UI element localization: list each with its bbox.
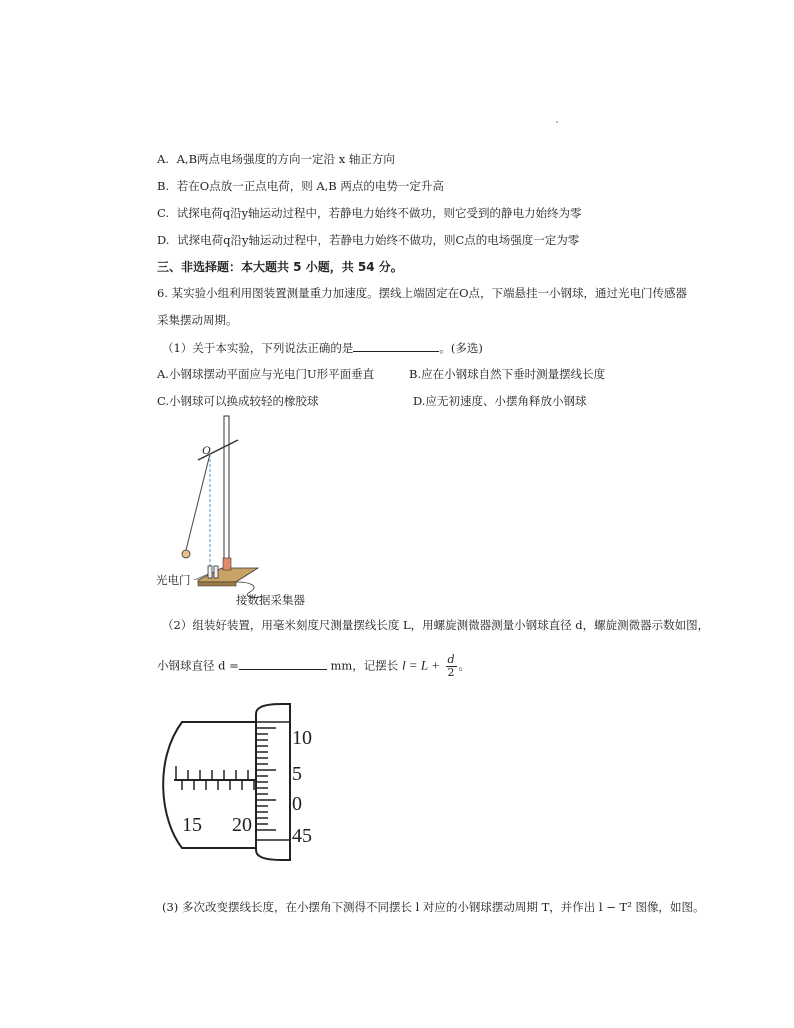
q6-part1-suffix: 。(多选) — [439, 341, 483, 355]
option-d-label: D. — [157, 233, 170, 247]
d-over-2-fraction — [446, 654, 457, 679]
sleeve-label-15: 15 — [182, 814, 202, 836]
q6-part2-line2 — [157, 654, 470, 679]
option-c-text: 试探电荷q沿y轴运动过程中，若静电力始终不做功，则它受到的静电力始终为零 — [176, 206, 582, 220]
q6-part1-answer-blank[interactable] — [353, 339, 439, 352]
q6-part1 — [162, 339, 483, 356]
choice-b: B.应在小钢球自然下垂时测量摆线长度 — [409, 367, 606, 381]
q6-part2-prefix: 小钢球直径 d = — [157, 658, 239, 673]
option-c — [157, 205, 582, 221]
header-mark — [556, 121, 558, 123]
q6-part2-line1: （2）组装好装置，用毫米刻度尺测量摆线长度 L，用螺旋测微器测量小钢球直径 d，螺旋测微器示数如图， — [162, 618, 710, 632]
clamp-block — [223, 558, 231, 570]
thimble-label-10: 10 — [292, 727, 312, 749]
diameter-answer-blank[interactable] — [239, 657, 327, 670]
thimble-label-45: 45 — [292, 825, 312, 847]
pendulum-apparatus-figure — [150, 410, 330, 610]
choice-d: D.应无初速度、小摆角释放小钢球 — [413, 394, 587, 408]
option-b — [157, 178, 444, 194]
pendulum-string — [186, 454, 210, 550]
steel-ball — [182, 550, 190, 558]
option-a-text: A,B两点电场强度的方向一定沿 x 轴正方向 — [176, 152, 395, 166]
option-b-label: B. — [157, 179, 170, 193]
choice-c: C.小钢球可以换成较轻的橡胶球 — [157, 394, 319, 408]
fraction-denominator: 2 — [447, 666, 455, 679]
stand-rod — [224, 416, 229, 566]
collector-label: 接数据采集器 — [236, 593, 305, 607]
sleeve-label-20: 20 — [232, 814, 252, 836]
fraction-numerator: d — [447, 653, 455, 666]
option-a — [157, 151, 395, 167]
option-d — [157, 232, 579, 248]
option-a-label: A. — [157, 152, 169, 166]
length-formula: l = L + — [401, 657, 440, 673]
thimble-label-5: 5 — [292, 763, 302, 785]
q6-part3-line: (3) 多次改变摆线长度，在小摆角下测得不同摆长 l 对应的小钢球摆动周期 T，并作出 l − T² 图像，如图。 — [162, 900, 705, 914]
q6-part2-end: 。 — [458, 658, 471, 673]
photogate — [208, 566, 212, 578]
option-b-text: 若在O点放一正点电荷，则 A,B 两点的电势一定升高 — [176, 179, 444, 193]
option-d-text: 试探电荷q沿y轴运动过程中，若静电力始终不做功，则C点的电场强度一定为零 — [177, 233, 580, 247]
option-c-label: C. — [157, 206, 170, 220]
q6-part2-unit: mm，记摆长 — [330, 658, 399, 673]
photogate-label: 光电门 — [156, 573, 191, 587]
q6-intro-line2: 采集摆动周期。 — [157, 313, 238, 327]
q6-intro-line1: 6. 某实验小组利用图装置测量重力加速度。摆线上端固定在O点，下端悬挂一小钢球，通过光电门传感器 — [157, 286, 688, 300]
choice-a: A.小钢球摆动平面应与光电门U形平面垂直 — [157, 367, 375, 381]
point-o-label: O — [202, 443, 211, 457]
thimble-label-0: 0 — [292, 793, 302, 815]
micrometer-figure — [152, 690, 342, 870]
q6-part1-prefix: （1）关于本实验，下列说法正确的是 — [162, 341, 354, 355]
section-title: 三、非选择题：本大题共 5 小题，共 54 分。 — [157, 260, 403, 274]
